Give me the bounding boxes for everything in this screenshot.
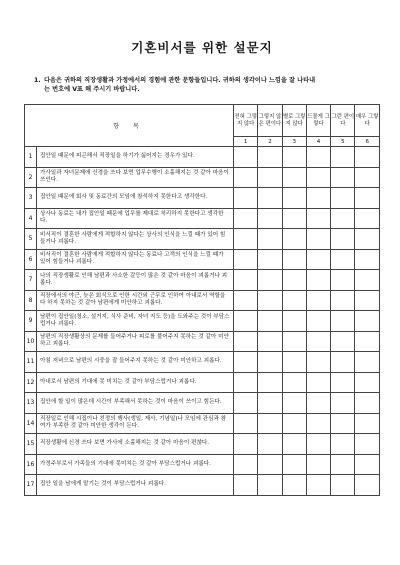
scale-header-3: 별로 그렇지 않다 <box>282 105 306 137</box>
response-cell-2[interactable] <box>258 372 282 393</box>
item-text: 남편이 집안일(청소, 설거지, 식사 준비, 자녀 지도 등)을 도와주는 것이 부담스럽거나 괴롭다. <box>37 311 234 332</box>
item-number: 8 <box>25 290 37 311</box>
response-cell-2[interactable] <box>258 311 282 332</box>
response-cell-3[interactable] <box>282 229 306 250</box>
item-number: 7 <box>25 270 37 291</box>
item-text: 가정주부로서 가족들의 기대에 못미치는 것 같아 부담스럽거나 괴롭다. <box>37 454 234 475</box>
table-row <box>25 229 380 250</box>
scale-header-2: 그렇지 않은 편이다 <box>258 105 282 137</box>
item-number: 6 <box>25 249 37 270</box>
response-cell-1[interactable] <box>234 413 258 434</box>
response-cell-1[interactable] <box>234 434 258 455</box>
instruction-line-1: 다음은 귀하의 직장생활과 가정에서의 경험에 관한 문항들입니다. 귀하의 생각이나 느낌을 잘 나타내 <box>44 77 316 84</box>
item-number: 2 <box>25 167 37 188</box>
response-cell-1[interactable] <box>234 290 258 311</box>
page-title: 기혼비서를 위한 설문지 <box>131 40 273 55</box>
item-number: 16 <box>25 454 37 475</box>
item-number: 11 <box>25 352 37 373</box>
response-cell-3[interactable] <box>282 147 306 168</box>
response-cell-2[interactable] <box>258 331 282 352</box>
response-cell-4[interactable] <box>306 331 330 352</box>
item-number: 5 <box>25 229 37 250</box>
response-cell-3[interactable] <box>282 188 306 209</box>
response-cell-5[interactable] <box>331 352 355 373</box>
response-cell-1[interactable] <box>234 372 258 393</box>
table-row <box>25 208 380 229</box>
response-cell-2[interactable] <box>258 188 282 209</box>
item-number: 17 <box>25 475 37 496</box>
item-number: 10 <box>25 331 37 352</box>
response-cell-6[interactable] <box>355 413 380 434</box>
item-number: 1 <box>25 147 37 168</box>
response-cell-1[interactable] <box>234 331 258 352</box>
response-cell-5[interactable] <box>331 249 355 270</box>
response-cell-5[interactable] <box>331 290 355 311</box>
response-cell-3[interactable] <box>282 372 306 393</box>
scale-header-6: 매우 그렇다 <box>355 105 380 137</box>
item-text: 비서직이 결혼한 사람에게 적합하지 않다는 상사의 인식을 느낄 때가 있어 힘들거나 괴롭다. <box>37 229 234 250</box>
table-row <box>25 249 380 270</box>
response-cell-6[interactable] <box>355 393 380 414</box>
response-cell-3[interactable] <box>282 208 306 229</box>
response-cell-1[interactable] <box>234 188 258 209</box>
response-cell-6[interactable] <box>355 229 380 250</box>
scale-header-5: 그런 편이다 <box>331 105 355 137</box>
response-cell-3[interactable] <box>282 454 306 475</box>
survey-table <box>24 104 380 496</box>
response-cell-4[interactable] <box>306 372 330 393</box>
response-cell-5[interactable] <box>331 188 355 209</box>
instruction-line-2: 는 번호에 V표 해 주시기 바랍니다. <box>44 86 140 93</box>
scale-header-row <box>25 105 380 137</box>
scale-number-2: 2 <box>258 137 282 147</box>
table-row <box>25 475 380 496</box>
response-cell-2[interactable] <box>258 413 282 434</box>
response-cell-5[interactable] <box>331 229 355 250</box>
response-cell-4[interactable] <box>306 475 330 496</box>
response-cell-6[interactable] <box>355 331 380 352</box>
response-cell-3[interactable] <box>282 352 306 373</box>
response-cell-6[interactable] <box>355 167 380 188</box>
table-row <box>25 413 380 434</box>
response-cell-5[interactable] <box>331 393 355 414</box>
response-cell-2[interactable] <box>258 393 282 414</box>
response-cell-2[interactable] <box>258 475 282 496</box>
response-cell-3[interactable] <box>282 249 306 270</box>
item-text: 직장에서의 야근, 늦은 회식으로 인한 시간외 근무로 인하여 아내로서 역할을 다 하지 못하는 것 같아 남편에게 미안하고 괴롭다. <box>37 290 234 311</box>
response-cell-5[interactable] <box>331 331 355 352</box>
response-cell-3[interactable] <box>282 434 306 455</box>
response-cell-1[interactable] <box>234 270 258 291</box>
response-cell-2[interactable] <box>258 352 282 373</box>
response-cell-6[interactable] <box>355 454 380 475</box>
response-cell-6[interactable] <box>355 290 380 311</box>
response-cell-4[interactable] <box>306 147 330 168</box>
response-cell-6[interactable] <box>355 270 380 291</box>
item-text: 직장일로 인해 시집이나 친정의 행사(생일, 제사, 기념일)나 모임에 관심과 참여가 부족한 것 같아 미안한 생각이 든다. <box>37 413 234 434</box>
response-cell-3[interactable] <box>282 311 306 332</box>
response-cell-2[interactable] <box>258 167 282 188</box>
response-cell-5[interactable] <box>331 372 355 393</box>
item-number: 13 <box>25 393 37 414</box>
response-cell-4[interactable] <box>306 249 330 270</box>
response-cell-4[interactable] <box>306 188 330 209</box>
scale-header-4: 드물게 그렇다 <box>306 105 330 137</box>
item-number: 4 <box>25 208 37 229</box>
response-cell-5[interactable] <box>331 475 355 496</box>
item-text: 가사일과 자녀문제에 신경을 쓰다 보면 업무수행이 소홀해지는 것 같아 마음이 쓰인다. <box>37 167 234 188</box>
response-cell-4[interactable] <box>306 270 330 291</box>
response-cell-1[interactable] <box>234 167 258 188</box>
response-cell-5[interactable] <box>331 208 355 229</box>
table-row <box>25 188 380 209</box>
item-text: 집안일 때문에 회사 및 동료간의 모임에 참석하지 못한다고 생각한다. <box>37 188 234 209</box>
item-text: 아내로서 남편의 기대에 못 미치는 것 같아 부담스럽거나 괴롭다. <box>37 372 234 393</box>
response-cell-2[interactable] <box>258 434 282 455</box>
table-row <box>25 352 380 373</box>
response-cell-4[interactable] <box>306 311 330 332</box>
item-text: 나의 직장생활로 인해 남편과 사소한 갈등이 많은 것 같아 마음이 괴롭거나 괴롭다. <box>37 270 234 291</box>
item-text: 남편의 직장생활상의 문제를 들어주거나 피로를 풀어주지 못하는 것 같아 미안하고 괴롭다. <box>37 331 234 352</box>
item-text: 비서직이 결혼한 사람에게 적합하지 않다는 동료나 고객의 인식을 느낄 때가 있어 힘들거나 괴롭다. <box>37 249 234 270</box>
scale-number-3: 3 <box>282 137 306 147</box>
response-cell-6[interactable] <box>355 311 380 332</box>
response-cell-6[interactable] <box>355 188 380 209</box>
response-cell-2[interactable] <box>258 270 282 291</box>
item-text: 아침 저녁으로 남편의 시중을 잘 들어주지 못하는 것 같아 미안하고 괴롭다. <box>37 352 234 373</box>
item-number: 15 <box>25 434 37 455</box>
response-cell-1[interactable] <box>234 454 258 475</box>
response-cell-3[interactable] <box>282 290 306 311</box>
response-cell-2[interactable] <box>258 249 282 270</box>
table-row <box>25 147 380 168</box>
response-cell-1[interactable] <box>234 352 258 373</box>
response-cell-6[interactable] <box>355 208 380 229</box>
item-number: 3 <box>25 188 37 209</box>
response-cell-1[interactable] <box>234 393 258 414</box>
table-row <box>25 167 380 188</box>
response-cell-1[interactable] <box>234 229 258 250</box>
item-text: 상사나 동료는 내가 집안일 때문에 업무를 제대로 처리하지 못한다고 생각한다. <box>37 208 234 229</box>
response-cell-4[interactable] <box>306 290 330 311</box>
response-cell-6[interactable] <box>355 147 380 168</box>
response-cell-5[interactable] <box>331 413 355 434</box>
response-cell-6[interactable] <box>355 475 380 496</box>
response-cell-2[interactable] <box>258 208 282 229</box>
response-cell-3[interactable] <box>282 413 306 434</box>
response-cell-5[interactable] <box>331 454 355 475</box>
table-row <box>25 311 380 332</box>
response-cell-2[interactable] <box>258 454 282 475</box>
response-cell-2[interactable] <box>258 229 282 250</box>
response-cell-5[interactable] <box>331 167 355 188</box>
response-cell-3[interactable] <box>282 331 306 352</box>
response-cell-5[interactable] <box>331 147 355 168</box>
item-number: 14 <box>25 413 37 434</box>
response-cell-6[interactable] <box>355 434 380 455</box>
item-text: 집안일 때문에 피곤해서 직장일을 하기가 싫어지는 경우가 있다. <box>37 147 234 168</box>
scale-header-1: 전혀 그렇지 않다 <box>234 105 258 137</box>
item-text: 집안에 할 일이 많은데 시간이 부족해서 못하는 것이 마음이 쓰이고 힘든다. <box>37 393 234 414</box>
item-number: 12 <box>25 372 37 393</box>
response-cell-1[interactable] <box>234 208 258 229</box>
table-row <box>25 393 380 414</box>
survey-items <box>25 147 380 496</box>
scale-number-4: 4 <box>306 137 330 147</box>
response-cell-4[interactable] <box>306 208 330 229</box>
table-row <box>25 331 380 352</box>
response-cell-4[interactable] <box>306 434 330 455</box>
response-cell-1[interactable] <box>234 249 258 270</box>
response-cell-4[interactable] <box>306 393 330 414</box>
response-cell-4[interactable] <box>306 454 330 475</box>
table-row <box>25 454 380 475</box>
response-cell-5[interactable] <box>331 270 355 291</box>
item-text: 직장생활에 신경 쓰다 보면 가사에 소홀해지는 것 같아 마음이 편찮다. <box>37 434 234 455</box>
item-text: 집안 일을 남에게 맡기는 것이 부담스럽거나 괴롭다. <box>37 475 234 496</box>
response-cell-1[interactable] <box>234 147 258 168</box>
response-cell-3[interactable] <box>282 393 306 414</box>
scale-number-1: 1 <box>234 137 258 147</box>
table-row <box>25 270 380 291</box>
item-column-header: 항 목 <box>25 105 234 147</box>
response-cell-4[interactable] <box>306 352 330 373</box>
response-cell-4[interactable] <box>306 413 330 434</box>
table-row <box>25 290 380 311</box>
response-cell-3[interactable] <box>282 475 306 496</box>
response-cell-3[interactable] <box>282 270 306 291</box>
instruction-number: 1. <box>34 77 41 84</box>
item-number: 9 <box>25 311 37 332</box>
table-row <box>25 434 380 455</box>
response-cell-4[interactable] <box>306 229 330 250</box>
response-cell-3[interactable] <box>282 167 306 188</box>
response-cell-6[interactable] <box>355 249 380 270</box>
instruction-text <box>34 76 380 94</box>
table-row <box>25 372 380 393</box>
response-cell-4[interactable] <box>306 167 330 188</box>
response-cell-2[interactable] <box>258 290 282 311</box>
response-cell-5[interactable] <box>331 434 355 455</box>
response-cell-1[interactable] <box>234 475 258 496</box>
response-cell-1[interactable] <box>234 311 258 332</box>
response-cell-5[interactable] <box>331 311 355 332</box>
response-cell-2[interactable] <box>258 147 282 168</box>
scale-number-5: 5 <box>331 137 355 147</box>
response-cell-6[interactable] <box>355 372 380 393</box>
scale-number-6: 6 <box>355 137 380 147</box>
response-cell-6[interactable] <box>355 352 380 373</box>
